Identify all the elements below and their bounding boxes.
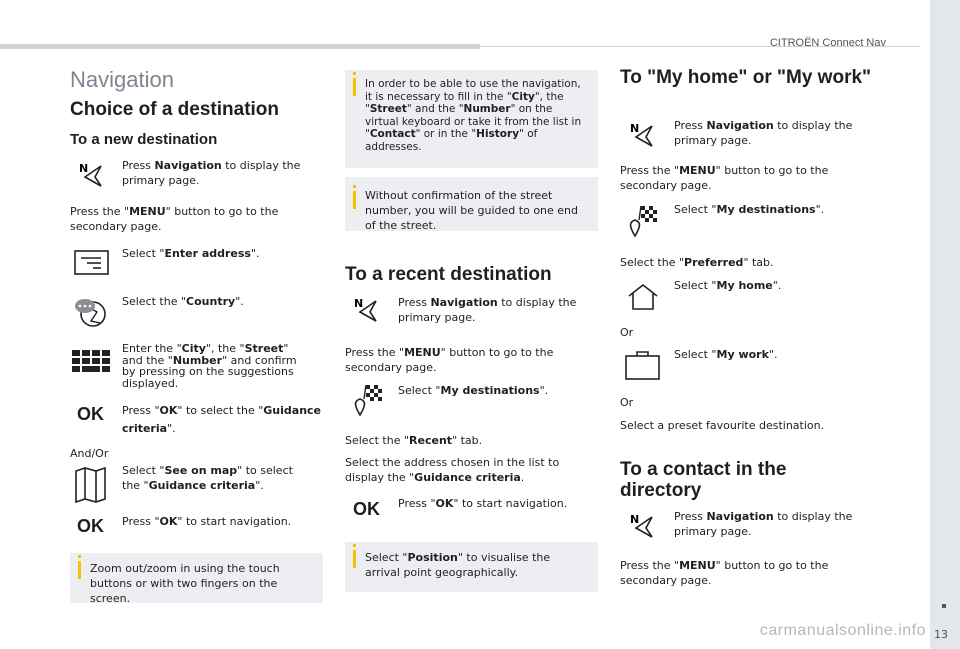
watermark[interactable]: carmanualsonline.info (759, 622, 926, 639)
top-rule (0, 44, 480, 49)
step-preset-favourite: Select a preset favourite destination. (620, 419, 825, 432)
step-enter-city-street: Enter the "City", the "Street" and the "Number" and confirm by pressing on the suggestions displayed. (122, 342, 297, 390)
info-icon (353, 78, 356, 96)
step-menu: Press the "MENU" button to go to the secondary page. (345, 346, 554, 374)
info-box-street (345, 177, 598, 231)
destination-flag-icon (352, 383, 386, 419)
or-label: Or (620, 326, 634, 339)
step-see-on-map: Select "See on map" to select the "Guidance criteria". (122, 464, 293, 492)
info-text: Select "Position" to visualise the arrival point geographically. (365, 551, 551, 579)
step-navigation: Press Navigation to display the primary page. (674, 510, 853, 538)
step-my-destinations: Select "My destinations". (398, 384, 549, 397)
info-icon (353, 550, 356, 568)
step-navigation: Press Navigation to display the primary page. (122, 159, 301, 187)
info-icon (78, 561, 81, 579)
or-label: Or (620, 396, 634, 409)
step-navigation: Press Navigation to display the primary page. (398, 296, 577, 324)
step-select-address: Select the address chosen in the list to display the "Guidance criteria. (345, 456, 560, 484)
keyboard-icon (72, 350, 112, 374)
info-icon (353, 191, 356, 209)
page-side-strip (930, 0, 960, 649)
page-title: Navigation (70, 67, 174, 92)
country-globe-icon (73, 296, 109, 330)
section-title-choice: Choice of a destination (70, 99, 280, 120)
info-box-position (345, 542, 598, 592)
enter-address-icon (73, 248, 111, 278)
navigation-icon (629, 511, 655, 539)
step-navigation: Press Navigation to display the primary page. (674, 119, 853, 147)
svg-text:N: N (354, 297, 364, 310)
info-box-address (345, 70, 598, 168)
ok-icon: OK (353, 499, 380, 519)
step-my-home: Select "My home". (674, 279, 782, 292)
and-or-label: And/Or (70, 447, 109, 460)
home-icon (625, 282, 661, 312)
step-ok-guidance: Press "OK" to select the "Guidance criteria". (122, 404, 322, 435)
step-my-destinations: Select "My destinations". (674, 203, 825, 216)
navigation-icon (353, 295, 379, 323)
section-title-contact: To a contact in the directory (620, 459, 787, 501)
step-menu: Press the "MENU" button to go to the secondary page. (70, 205, 279, 233)
subsection-new-destination: To a new destination (70, 131, 218, 148)
header-brand: CITROËN Connect Nav (769, 37, 886, 49)
page-number: 13 (934, 628, 948, 641)
ok-icon: OK (77, 404, 104, 424)
step-ok-start: Press "OK" to start navigation. (398, 497, 568, 510)
destination-flag-icon (627, 204, 661, 240)
info-text: Zoom out/zoom in using the touch buttons or with two fingers on the screen. (90, 562, 280, 605)
svg-text:N: N (630, 122, 640, 135)
map-icon (73, 466, 109, 504)
ok-icon: OK (77, 516, 104, 536)
step-ok-start: Press "OK" to start navigation. (122, 515, 292, 528)
step-enter-address: Select "Enter address". (122, 247, 260, 260)
info-text: Without confirmation of the street number, you will be guided to one end of the street. (365, 189, 579, 232)
info-box-zoom (70, 553, 323, 603)
svg-text:N: N (79, 162, 89, 175)
section-title-home-work: To "My home" or "My work" (620, 67, 872, 88)
navigation-icon (78, 160, 104, 188)
svg-text:N: N (630, 513, 640, 526)
step-menu: Press the "MENU" button to go to the secondary page. (620, 559, 829, 587)
section-title-recent: To a recent destination (345, 264, 552, 285)
step-recent-tab: Select the "Recent" tab. (345, 434, 483, 447)
step-menu: Press the "MENU" button to go to the secondary page. (620, 164, 829, 192)
step-preferred-tab: Select the "Preferred" tab. (620, 256, 774, 269)
step-country: Select the "Country". (122, 295, 244, 308)
page-end-marker (942, 604, 946, 608)
step-my-work: Select "My work". (674, 348, 778, 361)
navigation-icon (629, 120, 655, 148)
work-briefcase-icon (624, 350, 662, 382)
info-text: In order to be able to use the navigation, it is necessary to fill in the "City", the "Street" and the "Number" on the virtual keyboard or take it from the list in "Contact" or in the "History" of addresses. (365, 78, 582, 153)
